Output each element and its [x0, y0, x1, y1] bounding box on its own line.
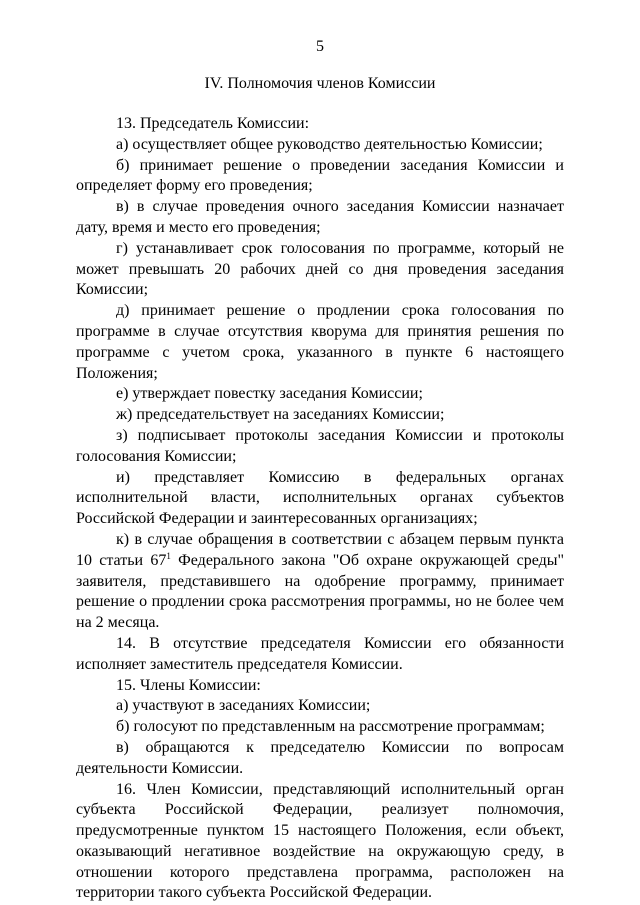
paragraph-13-z: з) подписывает протоколы заседания Комиссии и протоколы голосования Комиссии;	[76, 426, 564, 465]
document-body	[76, 114, 564, 904]
paragraph-13-k	[76, 530, 564, 634]
paragraph-13-k-part2: Федерального закона "Об охране окружающей среды" заявителя, представившего на одобрение программу, принимает решение о продлении срока рассмотрения программы, но не более чем на 2 месяца.	[76, 551, 565, 632]
paragraph-13-e: е) утверждает повестку заседания Комиссии;	[116, 385, 423, 403]
paragraph-15-v: в) обращаются к председателю Комиссии по вопросам деятельности Комиссии.	[76, 738, 564, 777]
paragraph-15-heading: 15. Члены Комиссии:	[116, 676, 261, 694]
paragraph-14: 14. В отсутствие председателя Комиссии его обязанности исполняет заместитель председателя Комиссии.	[76, 634, 564, 673]
paragraph-13-k-part1: к) в случае обращения в соответствии с абзацем первым пункта 10 статьи 67	[76, 530, 564, 569]
paragraph-13-i: и) представляет Комиссию в федеральных органах исполнительной власти, исполнительных органах субъектов Российской Федерации и заинтересованных организациях;	[76, 468, 564, 528]
paragraph-15-b: б) голосуют по представленным на рассмотрение программам;	[116, 718, 545, 736]
section-title: IV. Полномочия членов Комиссии	[204, 75, 436, 92]
paragraph-16: 16. Член Комиссии, представляющий исполнительный орган субъекта Российской Федерации, реализует полномочия, предусмотренные пунктом 15 настоящего Положения, если объект, оказывающий негативное воздействие на окружающую среду, в отношении которого представлена программа, расположен на территории такого субъекта Российской Федерации.	[76, 780, 564, 902]
paragraph-13-v: в) в случае проведения очного заседания Комиссии назначает дату, время и место его проведения;	[76, 198, 564, 236]
paragraph-13-d: д) принимает решение о продлении срока голосования по программе в случае отсутствия кворума для принятия решения по программе с учетом срока, указанного в пункте 6 настоящего Положения;	[76, 302, 564, 382]
paragraph-13-zh: ж) председательствует на заседаниях Комиссии;	[116, 406, 445, 424]
paragraph-13-heading: 13. Председатель Комиссии:	[116, 115, 310, 132]
paragraph-13-b: б) принимает решение о проведении заседания Комиссии и определяет форму его проведения;	[76, 156, 564, 195]
paragraph-13-g: г) устанавливает срок голосования по программе, который не может превышать 20 рабочих дней со дня проведения заседания Комиссии;	[76, 239, 564, 299]
page-number: 5	[316, 38, 324, 55]
paragraph-13-a: а) осуществляет общее руководство деятельностью Комиссии;	[116, 135, 543, 153]
paragraph-15-a: а) участвуют в заседаниях Комиссии;	[116, 697, 371, 715]
superscript-marker: 1	[166, 550, 171, 561]
